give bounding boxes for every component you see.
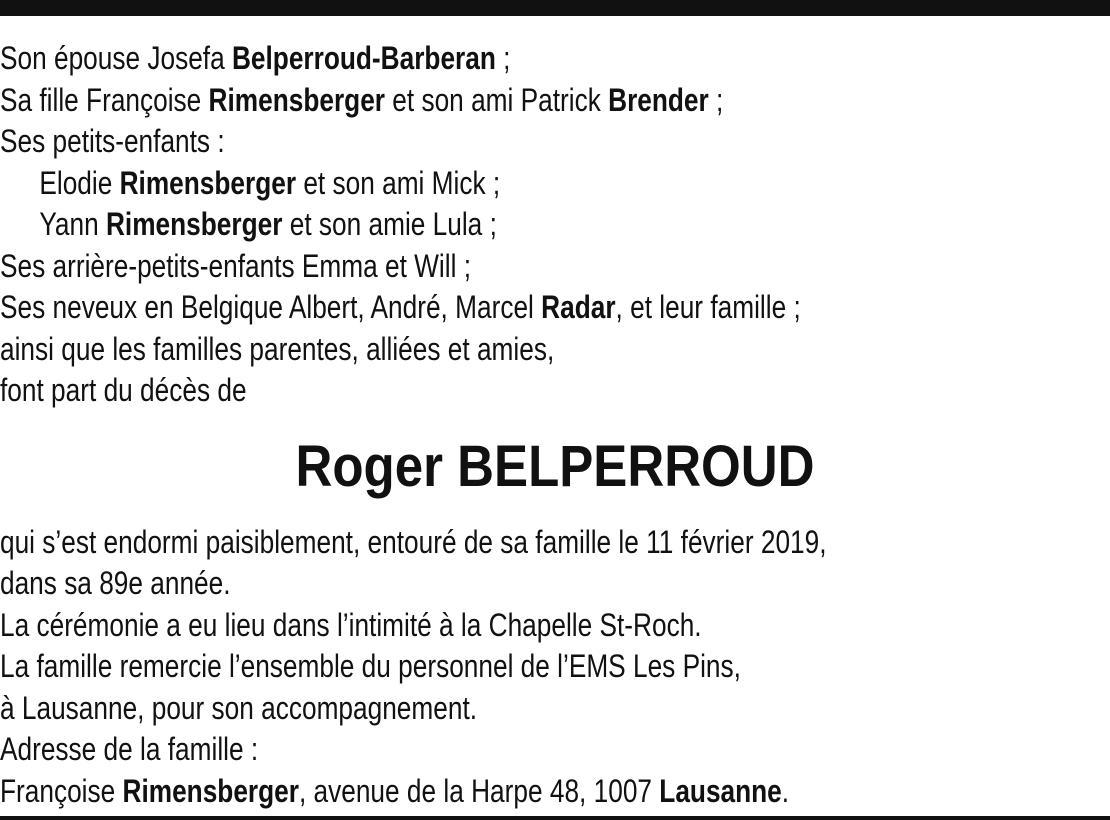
grandchild-line-2 [0, 204, 910, 246]
nephews-suffix: , et leur famille ; [615, 289, 801, 325]
bottom-rule [0, 816, 1110, 820]
ceremony-line: La cérémonie a eu lieu dans l’intimité à la Chapelle St-Roch. [0, 606, 702, 643]
spouse-line [0, 38, 910, 80]
daughter-line [0, 80, 910, 122]
address-first-name: Françoise [0, 772, 116, 809]
daughter-partner-name: Brender [608, 81, 709, 118]
relatives-line: ainsi que les familles parentes, alliées et amies, [0, 330, 555, 367]
grandchild-2-prefix: Yann [39, 206, 99, 242]
address-end: . [781, 772, 790, 809]
great-grandchildren-line: Ses arrière-petits-enfants Emma et Will ; [0, 247, 472, 284]
details-line-1: qui s’est endormi paisiblement, entouré de sa famille le 11 février 2019, [0, 523, 827, 560]
address-line [0, 771, 910, 813]
spouse-prefix: Son épouse Josefa [0, 40, 225, 76]
grandchild-1-name: Rimensberger [119, 164, 297, 201]
address-family-name: Rimensberger [122, 772, 299, 809]
daughter-suffix: ; [708, 81, 724, 118]
grandchildren-heading: Ses petits-enfants : [0, 123, 225, 159]
address-city: Lausanne [659, 772, 782, 809]
daughter-prefix: Sa fille Françoise [0, 81, 202, 118]
grandchild-line-1 [0, 163, 910, 205]
deceased-name: Roger BELPERROUD [295, 433, 815, 499]
obituary-notice [0, 38, 1110, 812]
daughter-name: Rimensberger [208, 81, 386, 118]
grandchild-2-suffix: et son amie Lula ; [289, 206, 497, 242]
top-rule [0, 0, 1110, 16]
thanks-line-1: La famille remercie l’ensemble du personnel de l’EMS Les Pins, [0, 648, 741, 684]
grandchild-1-suffix: et son ami Mick ; [303, 164, 501, 201]
nephews-name: Radar [541, 289, 616, 325]
nephews-prefix: Ses neveux en Belgique Albert, André, Marcel [0, 289, 534, 325]
spouse-name: Belperroud-Barberan [231, 40, 496, 76]
nephews-line [0, 287, 910, 329]
address-heading: Adresse de la famille : [0, 731, 259, 767]
details-line-2: dans sa 89e année. [0, 565, 231, 601]
grandchild-2-name: Rimensberger [105, 206, 283, 242]
grandchild-1-prefix: Elodie [39, 164, 113, 201]
daughter-middle: et son ami Patrick [392, 81, 601, 118]
announcement-line: font part du décès de [0, 372, 247, 408]
spouse-suffix: ; [495, 40, 511, 76]
address-street: , avenue de la Harpe 48, 1007 [298, 772, 653, 809]
thanks-line-2: à Lausanne, pour son accompagnement. [0, 689, 478, 726]
